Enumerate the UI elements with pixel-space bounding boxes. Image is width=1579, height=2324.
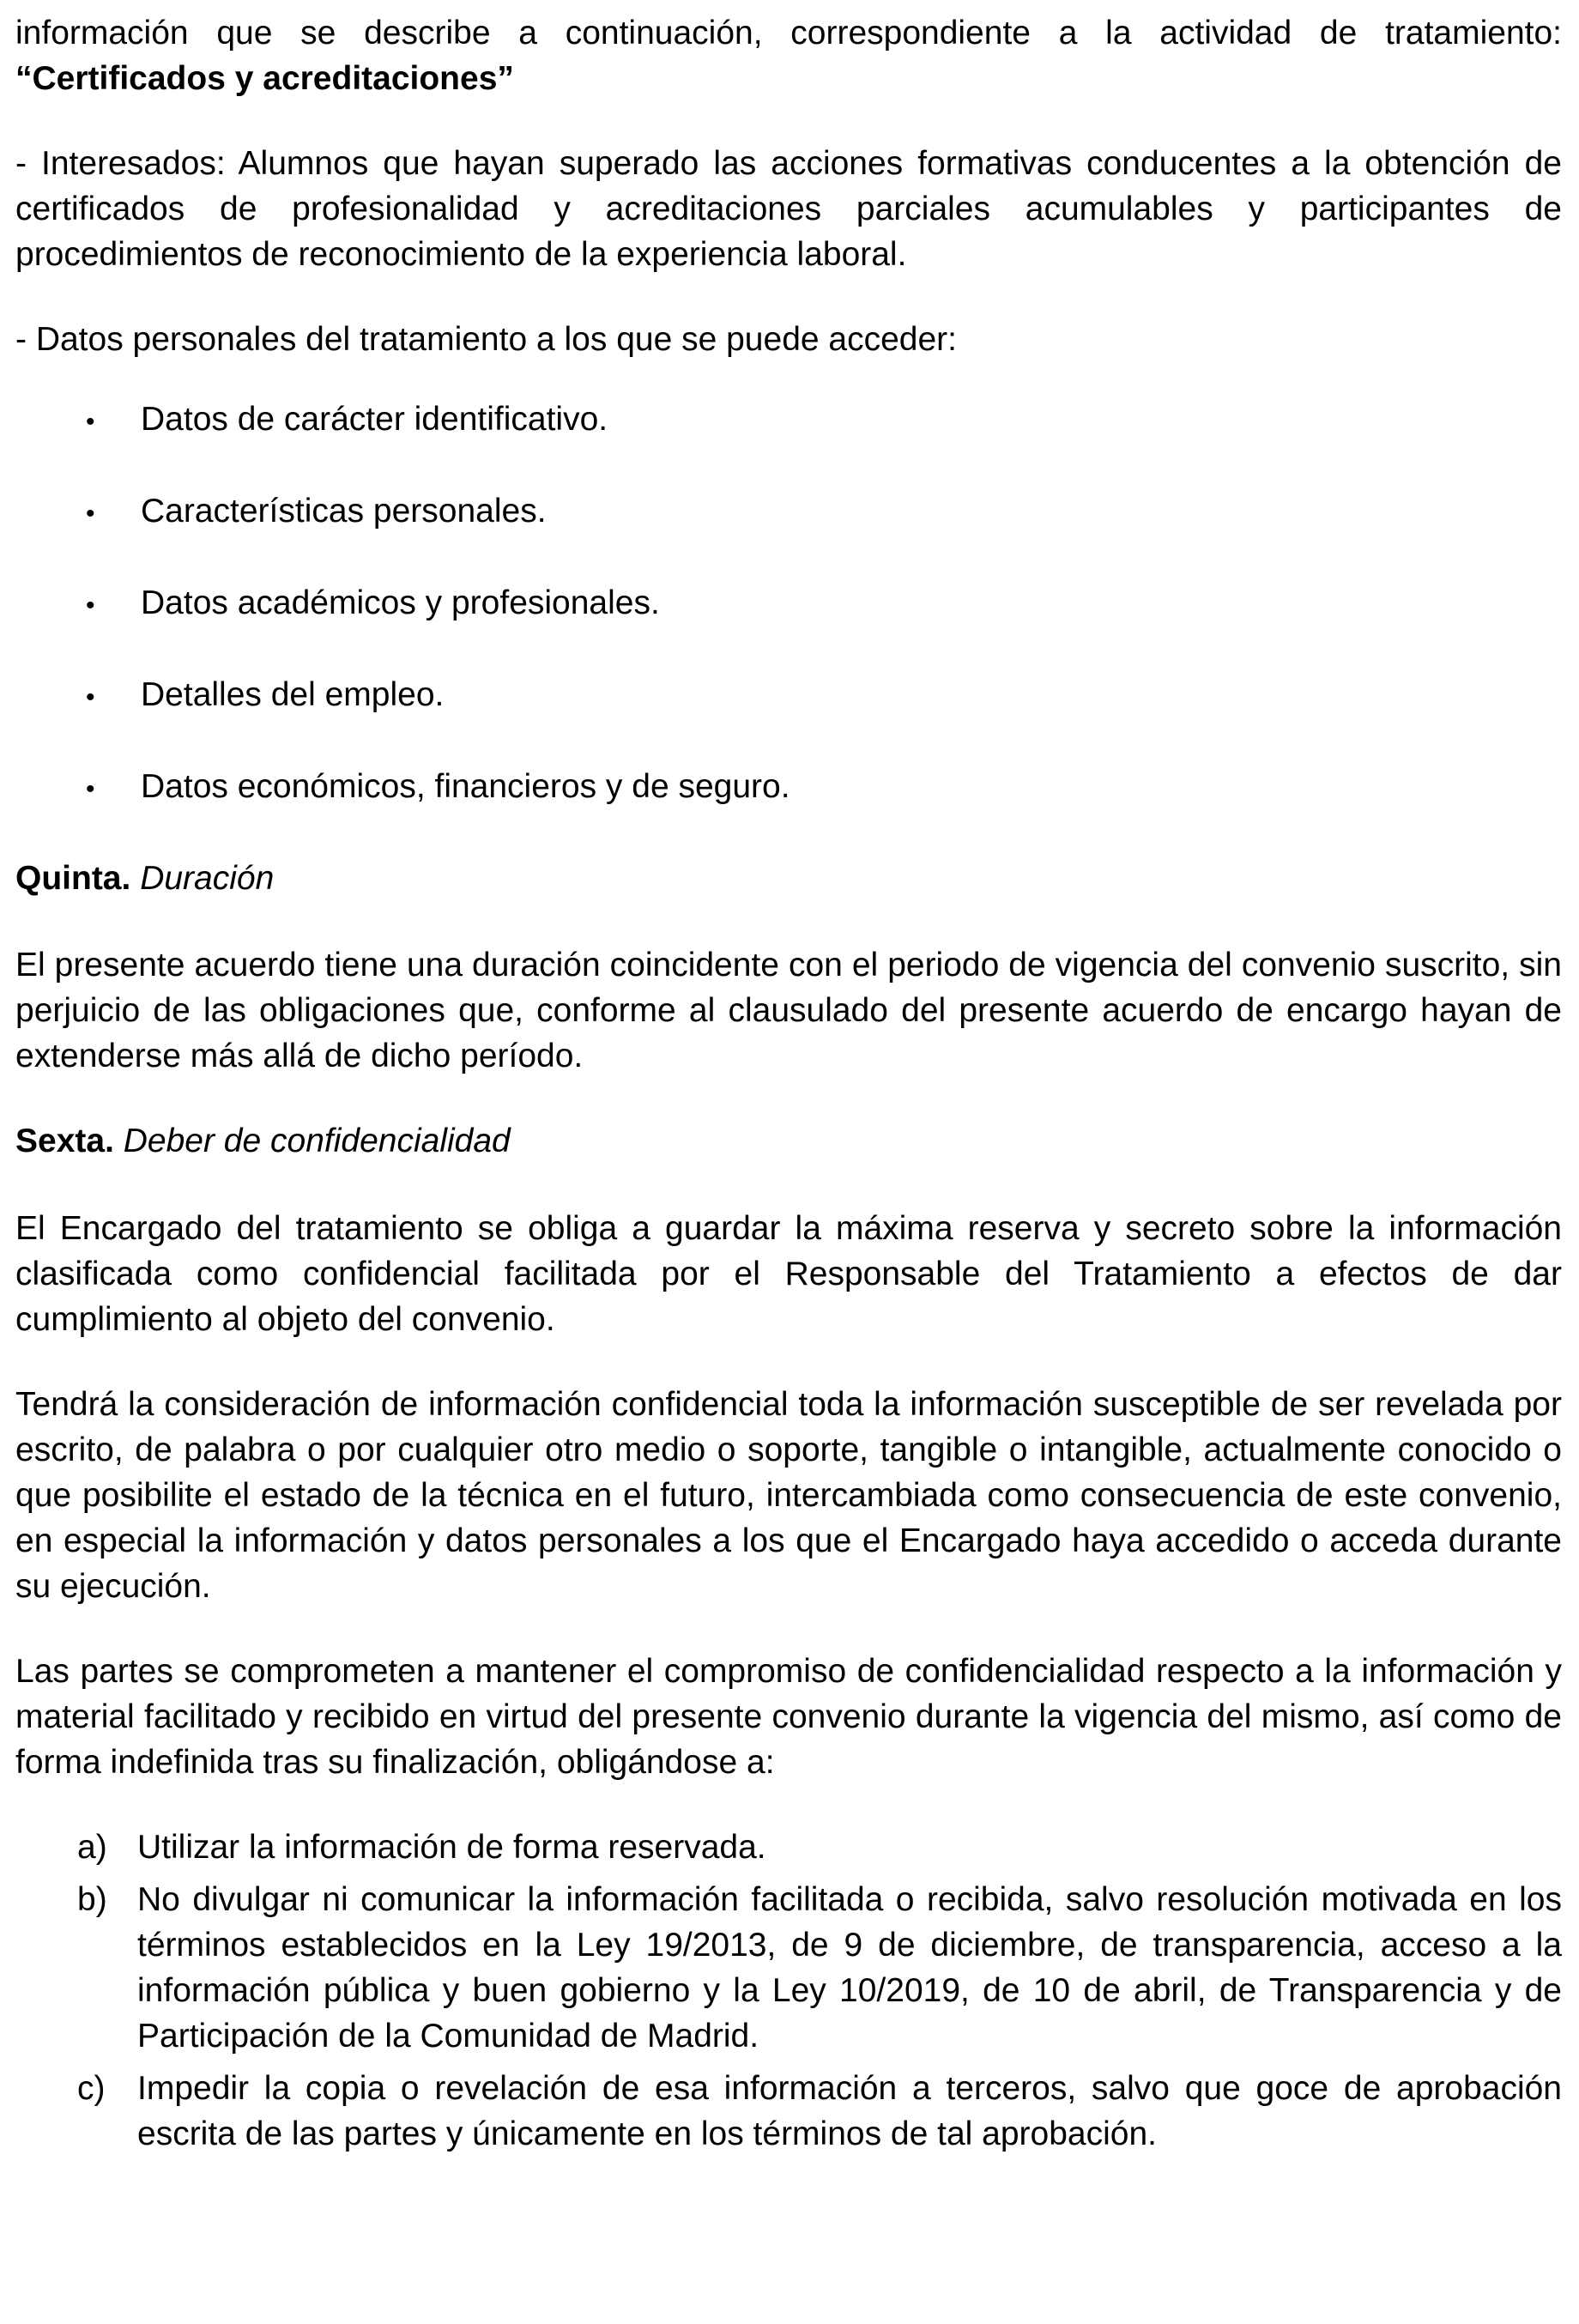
lettered-list-item (15, 2066, 1562, 2157)
lettered-item-text: Impedir la copia o revelación de esa información a terceros, salvo que goce de aprobación escrita de las partes y únicamente en los términos de tal aprobación. (137, 2070, 1562, 2153)
sexta-paragraph: Las partes se comprometen a mantener el compromiso de confidencialidad respecto a la información y material facilitado y recibido en virtud del presente convenio durante la vigencia del mismo, así como de forma indefinida tras su finalización, obligándose a: (15, 1652, 1562, 1781)
bullet-list-item (15, 396, 1562, 442)
bullet-icon: • (86, 775, 95, 804)
lettered-list-item (15, 1877, 1562, 2059)
section-title: Deber de confidencialidad (123, 1123, 511, 1160)
section-label: Quinta. (15, 860, 131, 898)
bullet-item-text: Detalles del empleo. (141, 676, 445, 714)
section-heading-sexta (15, 1118, 1562, 1164)
bullet-icon: • (86, 499, 95, 529)
bullet-item-text: Datos económicos, financieros y de seguro. (141, 768, 790, 806)
bullet-list-item (15, 764, 1562, 809)
intro-paragraph (15, 10, 1562, 101)
letter-marker: a) (77, 1828, 107, 1866)
bullet-item-text: Características personales. (141, 493, 547, 530)
lettered-item-text: Utilizar la información de forma reservada. (137, 1828, 766, 1866)
bullet-list-item (15, 488, 1562, 534)
bullet-icon: • (86, 408, 95, 437)
interesados-paragraph: - Interesados: Alumnos que hayan superado las acciones formativas conducentes a la obtención de certificados de profesionalidad y acreditaciones parciales acumulables y participantes de procedimientos de reconocimiento de la experiencia laboral. (15, 145, 1562, 274)
bullet-item-text: Datos de carácter identificativo. (141, 401, 608, 439)
sexta-paragraph: Tendrá la consideración de información confidencial toda la información susceptible de ser revelada por escrito, de palabra o por cualquier otro medio o soporte, tangible o intangible, actualmente conocido o que posibilite el estado de la técnica en el futuro, intercambiada como consecuencia de este convenio, en especial la información y datos personales a los que el Encargado haya accedido o acceda durante su ejecución. (15, 1385, 1562, 1605)
sexta-paragraph: El Encargado del tratamiento se obliga a guardar la máxima reserva y secreto sobre la información clasificada como confidencial facilitada por el Responsable del Tratamiento a efectos de dar cumplimiento al objeto del convenio. (15, 1209, 1562, 1338)
treatment-activity-name: “Certificados y acreditaciones” (15, 60, 514, 98)
bullet-icon: • (86, 683, 95, 712)
section-heading-quinta (15, 856, 1562, 901)
datos-intro-paragraph: - Datos personales del tratamiento a los que se puede acceder: (15, 321, 957, 359)
bullet-item-text: Datos académicos y profesionales. (141, 584, 660, 622)
letter-marker: c) (77, 2070, 106, 2107)
section-title: Duración (140, 860, 275, 898)
quinta-body-paragraph: El presente acuerdo tiene una duración coincidente con el periodo de vigencia del convenio suscrito, sin perjuicio de las obligaciones que, conforme al clausulado del presente acuerdo de encargo hayan de extenderse más allá de dicho período. (15, 947, 1562, 1075)
letter-marker: b) (77, 1880, 107, 1918)
bullet-icon: • (86, 591, 95, 620)
obligations-lettered-list (15, 1825, 1562, 2157)
bullet-list-item (15, 672, 1562, 717)
intro-lead-text: información que se describe a continuación, correspondiente a la actividad de tratamiento: (15, 15, 1562, 51)
personal-data-bullet-list (15, 396, 1562, 809)
bullet-list-item (15, 580, 1562, 626)
section-label: Sexta. (15, 1123, 114, 1160)
lettered-item-text: No divulgar ni comunicar la información facilitada o recibida, salvo resolución motivada en los términos establecidos en la Ley 19/2013, de 9 de diciembre, de transparencia, acceso a la información pública y buen gobierno y la Ley 10/2019, de 10 de abril, de Transparencia y de Participación de la Comunidad de Madrid. (137, 1880, 1562, 2055)
lettered-list-item (15, 1825, 1562, 1870)
